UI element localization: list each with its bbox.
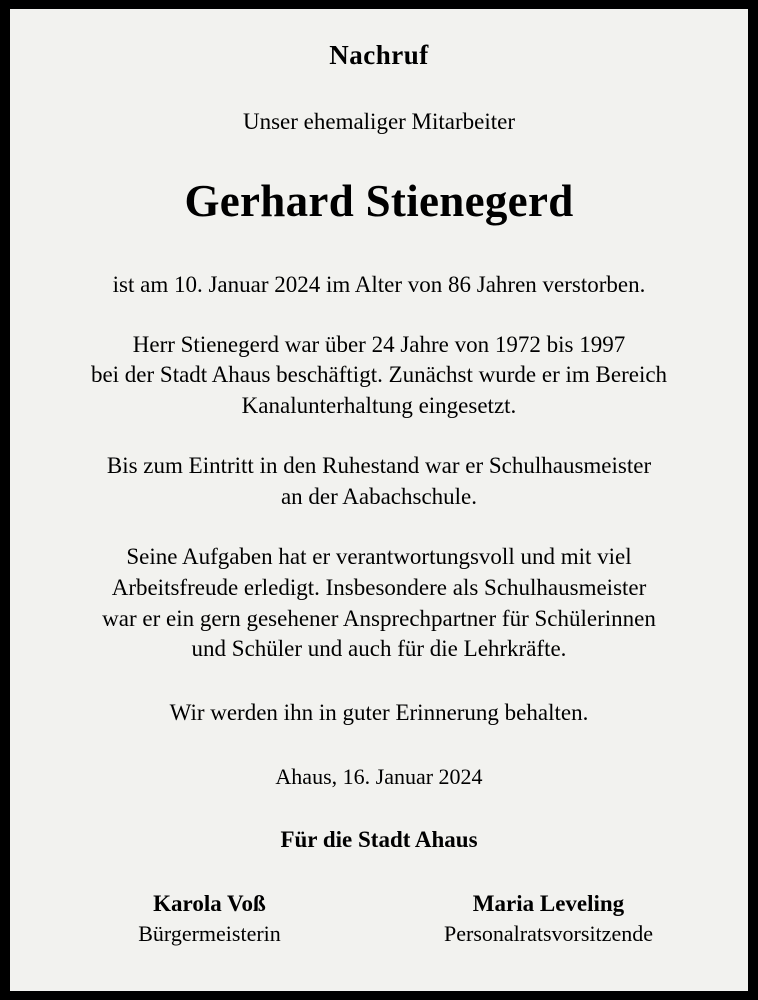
place-and-date: Ahaus, 16. Januar 2024 <box>275 763 483 789</box>
signatory-role: Bürgermeisterin <box>138 921 281 947</box>
notice-intro: Unser ehemaliger Mitarbeiter <box>242 108 516 134</box>
signatories <box>40 890 718 948</box>
paragraph-line: bei der Stadt Ahaus beschäftigt. Zunächst wurde er im Bereich <box>90 362 668 388</box>
paragraph-line: Seine Aufgaben hat er verantwortungsvoll und mit viel <box>126 544 632 570</box>
signatory-2 <box>396 890 701 948</box>
notice-heading: Nachruf <box>329 40 429 70</box>
paragraph-line: Arbeitsfreude erledigt. Insbesondere als Schulhausmeister <box>111 575 647 600</box>
death-line: ist am 10. Januar 2024 im Alter von 86 Jahren verstorben. <box>112 271 646 297</box>
signatory-name: Karola Voß <box>153 890 266 916</box>
biography-paragraph-3 <box>102 542 656 664</box>
paragraph-line: Kanalunterhaltung eingesetzt. <box>241 392 517 418</box>
biography-paragraph-1 <box>91 330 667 422</box>
paragraph-line: war er ein gern gesehener Ansprechpartner für Schülerinnen <box>102 605 656 631</box>
paragraph-line: an der Aabachschule. <box>280 483 478 509</box>
biography-paragraph-2 <box>107 451 651 512</box>
closing-line: Wir werden ihn in guter Erinnerung behalten. <box>169 699 589 725</box>
paragraph-line: und Schüler und auch für die Lehrkräfte. <box>191 636 567 662</box>
signatory-name: Maria Leveling <box>472 890 625 916</box>
deceased-name: Gerhard Stienegerd <box>184 176 574 227</box>
obituary-card <box>10 9 748 991</box>
paragraph-line: Herr Stienegerd war über 24 Jahre von 1972 bis 1997 <box>132 331 626 357</box>
paragraph-line: Bis zum Eintritt in den Ruhestand war er Schulhausmeister <box>106 453 652 479</box>
organization-line: Für die Stadt Ahaus <box>280 827 478 853</box>
signatory-1 <box>57 890 362 948</box>
signatory-role: Personalratsvorsitzende <box>444 921 653 947</box>
